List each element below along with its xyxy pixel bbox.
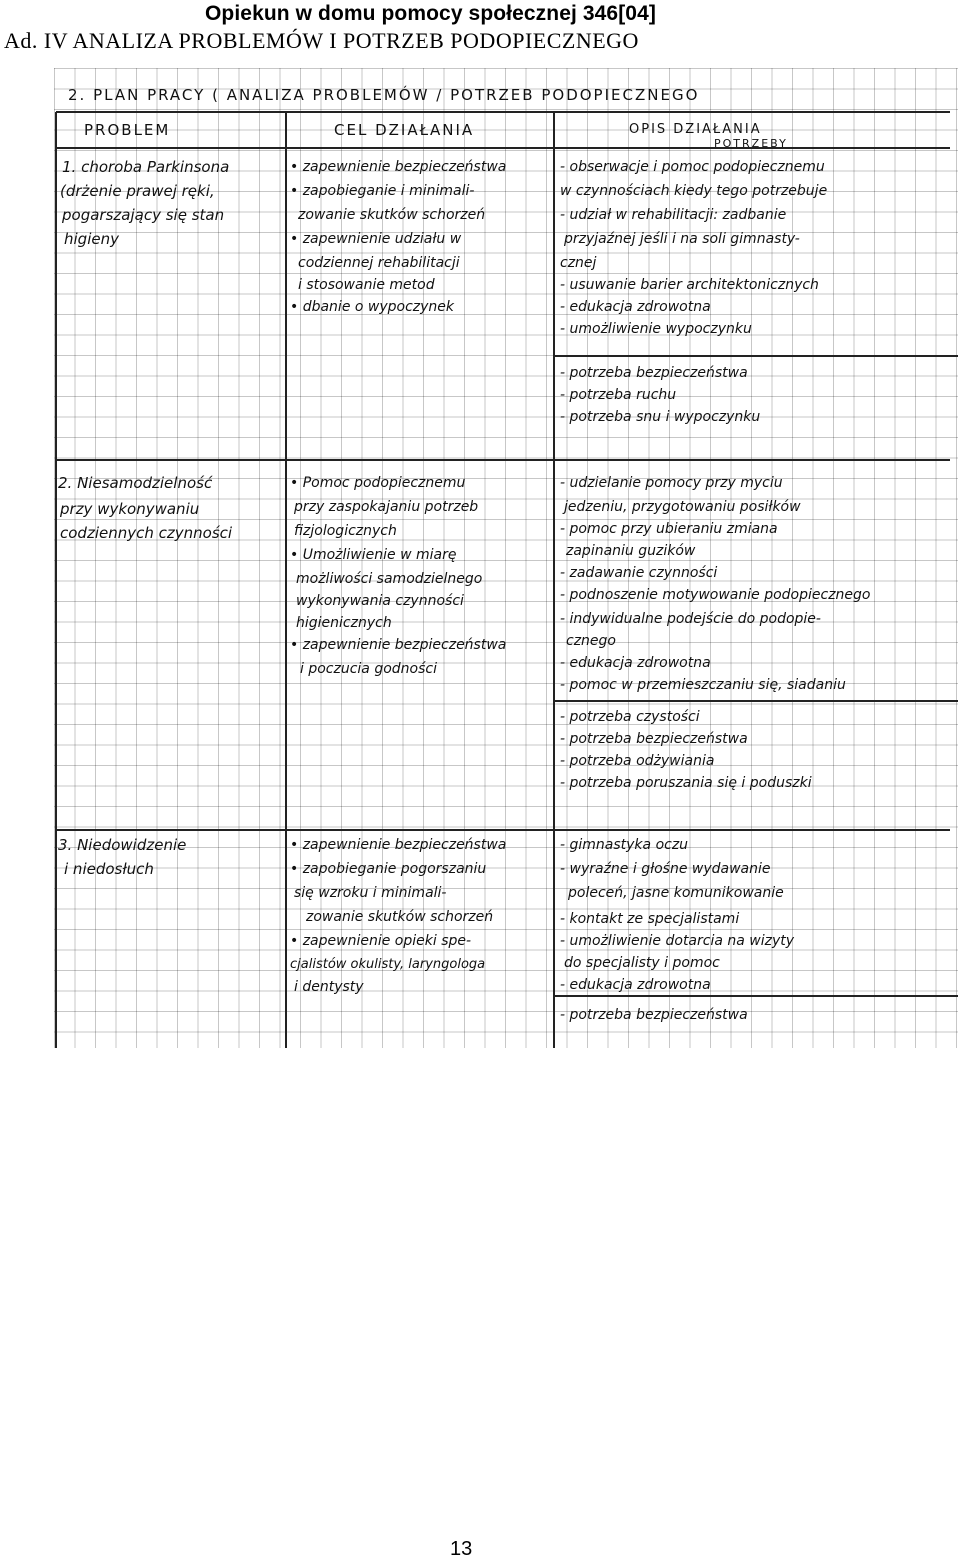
section-2-problem-line: przy wykonywaniu xyxy=(60,500,200,518)
section-3-description-line: - gimnastyka oczu xyxy=(560,837,689,853)
section-3-goal-line: • zapewnienie bezpieczeństwa xyxy=(290,837,507,853)
section-2-goal-line: wykonywania czynności xyxy=(296,593,464,609)
section-1-problem-line: pogarszający się stan xyxy=(62,206,225,224)
section-3-goal-line: • zapewnienie opieki spe- xyxy=(290,933,472,949)
section-2-description-line: - edukacja zdrowotna xyxy=(560,655,711,671)
section-subtitle: Ad. IV ANALIZA PROBLEMÓW I POTRZEB PODOPIECZNEGO xyxy=(4,28,639,53)
plan-heading: 2. PLAN PRACY ( ANALIZA PROBLEMÓW / POTRZEB PODOPIECZNEGO xyxy=(68,86,700,104)
section-1-goal-line: zowanie skutków schorzeń xyxy=(298,207,486,223)
section-2-goal-line: • Umożliwienie w miarę xyxy=(290,547,457,563)
section-1-need-line: - potrzeba snu i wypoczynku xyxy=(560,409,761,425)
column-header-needs: POTRZEBY xyxy=(714,137,788,150)
section-1-need-line: - potrzeba ruchu xyxy=(560,387,677,403)
column-header-problem: PROBLEM xyxy=(84,121,171,139)
section-1-goal-line: • dbanie o wypoczynek xyxy=(290,299,455,315)
scanned-handwritten-plan xyxy=(54,68,958,1048)
section-2-goal-line: i poczucia godności xyxy=(300,661,437,677)
section-3-goal-line: • zapobieganie pogorszaniu xyxy=(290,861,487,877)
section-2-need-line: - potrzeba poruszania się i poduszki xyxy=(560,775,812,791)
section-2-description-line: jedzeniu, przygotowaniu posiłków xyxy=(564,499,801,515)
section-2-need-line: - potrzeba odżywiania xyxy=(560,753,715,769)
section-2-goal-line: • Pomoc podopiecznemu xyxy=(290,475,466,491)
section-1-goal-line: • zapewnienie bezpieczeństwa xyxy=(290,159,507,175)
section-2-description-line: - pomoc przy ubieraniu zmiana xyxy=(560,521,778,537)
section-1-description-line: w czynnościach kiedy tego potrzebuje xyxy=(560,183,828,199)
section-2-goal-line: przy zaspokajaniu potrzeb xyxy=(294,499,479,515)
section-2-description-line: zapinaniu guzików xyxy=(566,543,696,559)
section-3-need-line: - potrzeba bezpieczeństwa xyxy=(560,1007,748,1023)
section-2-goal-line: higienicznych xyxy=(296,615,392,631)
section-1-goal-line: • zapobieganie i minimali- xyxy=(290,183,475,199)
section-2-problem-line: 2. Niesamodzielność xyxy=(58,474,213,492)
section-1-problem-line: higieny xyxy=(64,230,119,248)
document-title: Opiekun w domu pomocy społecznej 346[04] xyxy=(205,2,656,25)
section-3-description-line: poleceń, jasne komunikowanie xyxy=(568,885,784,901)
section-1-goal-line: codziennej rehabilitacji xyxy=(298,255,460,271)
section-2-problem-line: codziennych czynności xyxy=(60,524,233,542)
section-3-description-line: - wyraźne i głośne wydawanie xyxy=(560,861,771,877)
section-1-description-line: - obserwacje i pomoc podopiecznemu xyxy=(560,159,825,175)
section-1-description-line: - usuwanie barier architektonicznych xyxy=(560,277,819,293)
section-1-description-line: - udział w rehabilitacji: zadbanie xyxy=(560,207,787,223)
section-1-description-line: - umożliwienie wypoczynku xyxy=(560,321,752,337)
section-3-goal-line: zowanie skutków schorzeń xyxy=(306,909,494,925)
section-1-description-line: - edukacja zdrowotna xyxy=(560,299,711,315)
page-number: 13 xyxy=(450,1538,473,1560)
section-1-description-line: przyjaźnej jeśli i na soli gimnasty- xyxy=(564,231,800,247)
section-3-problem-line: 3. Niedowidzenie xyxy=(58,836,187,854)
section-3-goal-line: i dentysty xyxy=(294,979,364,995)
section-2-goal-line: fizjologicznych xyxy=(294,523,397,539)
section-1-problem-line: (drżenie prawej ręki, xyxy=(60,182,215,200)
section-3-description-line: - kontakt ze specjalistami xyxy=(560,911,740,927)
section-1-description-line: cznej xyxy=(560,255,597,271)
section-1-problem-line: 1. choroba Parkinsona xyxy=(62,158,230,176)
section-3-description-line: do specjalisty i pomoc xyxy=(564,955,720,971)
section-1-need-line: - potrzeba bezpieczeństwa xyxy=(560,365,748,381)
column-header-goal: CEL DZIAŁANIA xyxy=(334,121,475,139)
section-2-description-line: - indywidualne podejście do podopie- xyxy=(560,611,821,627)
section-3-description-line: - edukacja zdrowotna xyxy=(560,977,711,993)
section-2-description-line: - podnoszenie motywowanie podopiecznego xyxy=(560,587,871,603)
section-1-goal-line: • zapewnienie udziału w xyxy=(290,231,462,247)
section-3-goal-line: się wzroku i minimali- xyxy=(294,885,447,901)
section-2-description-line: cznego xyxy=(566,633,616,649)
section-2-description-line: - zadawanie czynności xyxy=(560,565,718,581)
section-2-goal-line: • zapewnienie bezpieczeństwa xyxy=(290,637,507,653)
section-2-description-line: - udzielanie pomocy przy myciu xyxy=(560,475,783,491)
section-2-description-line: - pomoc w przemieszczaniu się, siadaniu xyxy=(560,677,846,693)
section-1-goal-line: i stosowanie metod xyxy=(298,277,435,293)
column-header-description: OPIS DZIAŁANIA xyxy=(629,122,762,137)
section-3-problem-line: i niedosłuch xyxy=(64,860,154,878)
section-3-description-line: - umożliwienie dotarcia na wizyty xyxy=(560,933,795,949)
section-2-need-line: - potrzeba czystości xyxy=(560,709,700,725)
section-2-need-line: - potrzeba bezpieczeństwa xyxy=(560,731,748,747)
section-2-goal-line: możliwości samodzielnego xyxy=(296,571,483,587)
section-3-goal-line: cjalistów okulisty, laryngologa xyxy=(290,957,486,972)
